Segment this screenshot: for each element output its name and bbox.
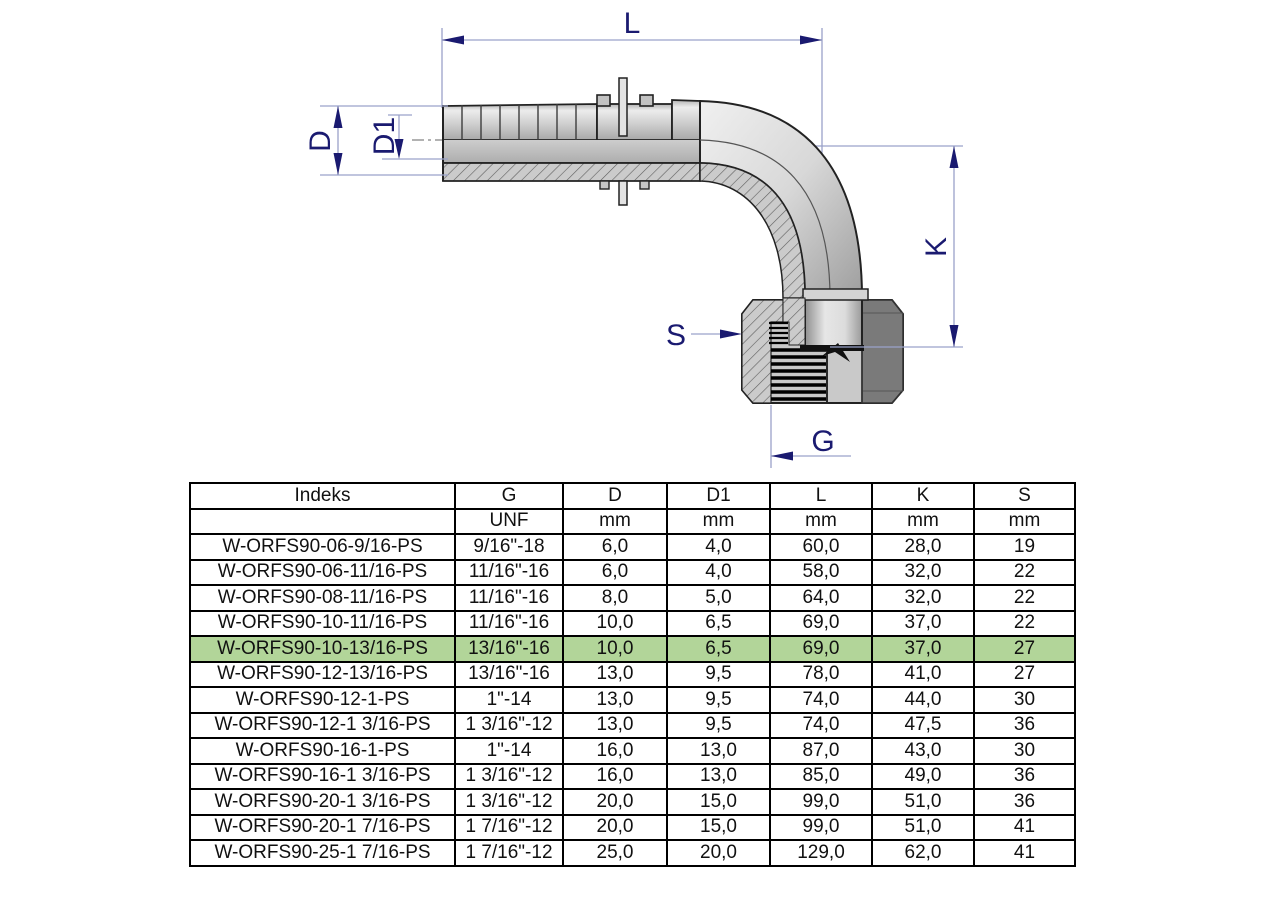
column-header: Indeks [190, 483, 455, 509]
orfs-sleeve [803, 289, 868, 300]
column-header: S [974, 483, 1075, 509]
table-cell: 49,0 [872, 764, 974, 790]
table-cell: 1"-14 [455, 738, 563, 764]
spec-table [189, 482, 1076, 867]
dim-label-K: K [920, 236, 953, 258]
table-cell: 32,0 [872, 560, 974, 586]
table-cell: W-ORFS90-06-11/16-PS [190, 560, 455, 586]
table-cell: 6,5 [667, 636, 770, 662]
dim-label-G: G [811, 425, 835, 458]
table-cell: 13/16"-16 [455, 662, 563, 688]
table-row [190, 713, 1075, 739]
table-cell: 4,0 [667, 560, 770, 586]
spec-table-body [190, 509, 1075, 866]
table-cell: 74,0 [770, 713, 872, 739]
table-cell: 74,0 [770, 687, 872, 713]
table-cell: 69,0 [770, 636, 872, 662]
table-cell: 1 3/16"-12 [455, 789, 563, 815]
table-cell: 27 [974, 662, 1075, 688]
table-cell: 32,0 [872, 585, 974, 611]
table-cell: 37,0 [872, 636, 974, 662]
table-row [190, 789, 1075, 815]
table-cell: W-ORFS90-20-1 3/16-PS [190, 789, 455, 815]
units-row [190, 509, 1075, 535]
table-cell: 16,0 [563, 764, 667, 790]
table-cell: 129,0 [770, 840, 872, 866]
table-cell: 6,0 [563, 560, 667, 586]
table-cell: W-ORFS90-10-11/16-PS [190, 611, 455, 637]
table-cell: 64,0 [770, 585, 872, 611]
stop-pin-upper [619, 78, 627, 136]
table-cell: 47,5 [872, 713, 974, 739]
table-row [190, 534, 1075, 560]
dim-D1 [368, 115, 448, 159]
table-cell: 41 [974, 840, 1075, 866]
table-cell: W-ORFS90-06-9/16-PS [190, 534, 455, 560]
table-cell: W-ORFS90-10-13/16-PS [190, 636, 455, 662]
ferrule-ridge [640, 95, 653, 106]
table-cell: 9,5 [667, 713, 770, 739]
dim-label-S: S [665, 319, 687, 352]
table-cell: 6,0 [563, 534, 667, 560]
table-cell: 22 [974, 585, 1075, 611]
dim-arrow [771, 452, 793, 461]
table-cell: 30 [974, 687, 1075, 713]
table-cell: 99,0 [770, 815, 872, 841]
table-cell: 16,0 [563, 738, 667, 764]
table-cell: 10,0 [563, 636, 667, 662]
table-cell: 13,0 [563, 687, 667, 713]
dim-L [442, 7, 822, 45]
table-cell: 11/16"-16 [455, 585, 563, 611]
table-cell: 9,5 [667, 662, 770, 688]
table-cell: 20,0 [667, 840, 770, 866]
barbed-shaft [443, 78, 700, 205]
table-cell: 78,0 [770, 662, 872, 688]
table-row [190, 764, 1075, 790]
table-cell: 10,0 [563, 611, 667, 637]
dim-arrow [720, 330, 742, 339]
table-cell: 5,0 [667, 585, 770, 611]
dim-arrow [334, 106, 343, 128]
ferrule-bump-lower [600, 181, 609, 189]
column-header: D [563, 483, 667, 509]
table-row [190, 687, 1075, 713]
table-cell: W-ORFS90-08-11/16-PS [190, 585, 455, 611]
table-cell: 19 [974, 534, 1075, 560]
table-cell: 13,0 [667, 738, 770, 764]
unit-cell: mm [667, 509, 770, 535]
dim-label-L: L [623, 7, 641, 40]
table-row [190, 738, 1075, 764]
table-cell: 41 [974, 815, 1075, 841]
table-cell: 1 3/16"-12 [455, 764, 563, 790]
ferrule-bump-lower [640, 181, 649, 189]
table-cell: 62,0 [872, 840, 974, 866]
table-cell: 58,0 [770, 560, 872, 586]
table-cell: 41,0 [872, 662, 974, 688]
table-cell: W-ORFS90-16-1-PS [190, 738, 455, 764]
table-cell: 69,0 [770, 611, 872, 637]
table-cell: W-ORFS90-12-1-PS [190, 687, 455, 713]
table-cell: 36 [974, 764, 1075, 790]
table-cell: 4,0 [667, 534, 770, 560]
stop-pin-lower [619, 181, 627, 205]
dim-arrow [950, 146, 959, 168]
dim-label-D: D [304, 130, 337, 152]
table-cell: 6,5 [667, 611, 770, 637]
table-cell: 13,0 [563, 713, 667, 739]
unit-cell: mm [974, 509, 1075, 535]
unit-cell [190, 509, 455, 535]
table-cell: W-ORFS90-20-1 7/16-PS [190, 815, 455, 841]
unit-cell: mm [872, 509, 974, 535]
table-cell: 13,0 [667, 764, 770, 790]
table-cell: 13/16"-16 [455, 636, 563, 662]
table-cell: 20,0 [563, 815, 667, 841]
table-cell: 25,0 [563, 840, 667, 866]
hex-nut-dark-face [862, 300, 903, 403]
table-cell: 1 7/16"-12 [455, 840, 563, 866]
table-cell: W-ORFS90-12-1 3/16-PS [190, 713, 455, 739]
ferrule-ridge [597, 95, 610, 106]
pipe-leg [805, 296, 862, 345]
table-row-highlighted [190, 636, 1075, 662]
table-cell: 9/16"-18 [455, 534, 563, 560]
table-row [190, 585, 1075, 611]
table-cell: 15,0 [667, 815, 770, 841]
table-cell: 30 [974, 738, 1075, 764]
table-row [190, 611, 1075, 637]
column-header: L [770, 483, 872, 509]
table-cell: 43,0 [872, 738, 974, 764]
table-cell: 99,0 [770, 789, 872, 815]
dim-label-D1: D1 [368, 116, 401, 156]
table-cell: 8,0 [563, 585, 667, 611]
unit-cell: UNF [455, 509, 563, 535]
table-cell: 22 [974, 611, 1075, 637]
table-cell: 27 [974, 636, 1075, 662]
table-cell: 11/16"-16 [455, 611, 563, 637]
table-cell: 37,0 [872, 611, 974, 637]
table-row [190, 815, 1075, 841]
header-row [190, 483, 1075, 509]
table-cell: W-ORFS90-12-13/16-PS [190, 662, 455, 688]
table-cell: 60,0 [770, 534, 872, 560]
table-cell: 20,0 [563, 789, 667, 815]
unit-cell: mm [770, 509, 872, 535]
table-cell: 51,0 [872, 815, 974, 841]
table-cell: 22 [974, 560, 1075, 586]
column-header: K [872, 483, 974, 509]
table-cell: 1 7/16"-12 [455, 815, 563, 841]
table-cell: 44,0 [872, 687, 974, 713]
table-cell: 1"-14 [455, 687, 563, 713]
table-cell: 36 [974, 789, 1075, 815]
table-cell: 51,0 [872, 789, 974, 815]
table-cell: 28,0 [872, 534, 974, 560]
dim-arrow [800, 36, 822, 45]
dim-arrow [334, 153, 343, 175]
bore-section [443, 140, 700, 163]
table-cell: 13,0 [563, 662, 667, 688]
table-row [190, 840, 1075, 866]
dim-G [771, 405, 851, 468]
table-cell: 87,0 [770, 738, 872, 764]
table-cell: W-ORFS90-25-1 7/16-PS [190, 840, 455, 866]
dim-arrow [442, 36, 464, 45]
table-cell: 15,0 [667, 789, 770, 815]
table-cell: 11/16"-16 [455, 560, 563, 586]
dim-S [666, 319, 742, 352]
column-header: G [455, 483, 563, 509]
unit-cell: mm [563, 509, 667, 535]
section-hatch-lower-wall [443, 163, 700, 181]
column-header: D1 [667, 483, 770, 509]
table-cell: W-ORFS90-16-1 3/16-PS [190, 764, 455, 790]
table-cell: 1 3/16"-12 [455, 713, 563, 739]
table-cell: 36 [974, 713, 1075, 739]
table-cell: 9,5 [667, 687, 770, 713]
table-cell: 85,0 [770, 764, 872, 790]
dim-arrow [950, 325, 959, 347]
table-row [190, 662, 1075, 688]
spec-table-head [190, 483, 1075, 509]
table-row [190, 560, 1075, 586]
